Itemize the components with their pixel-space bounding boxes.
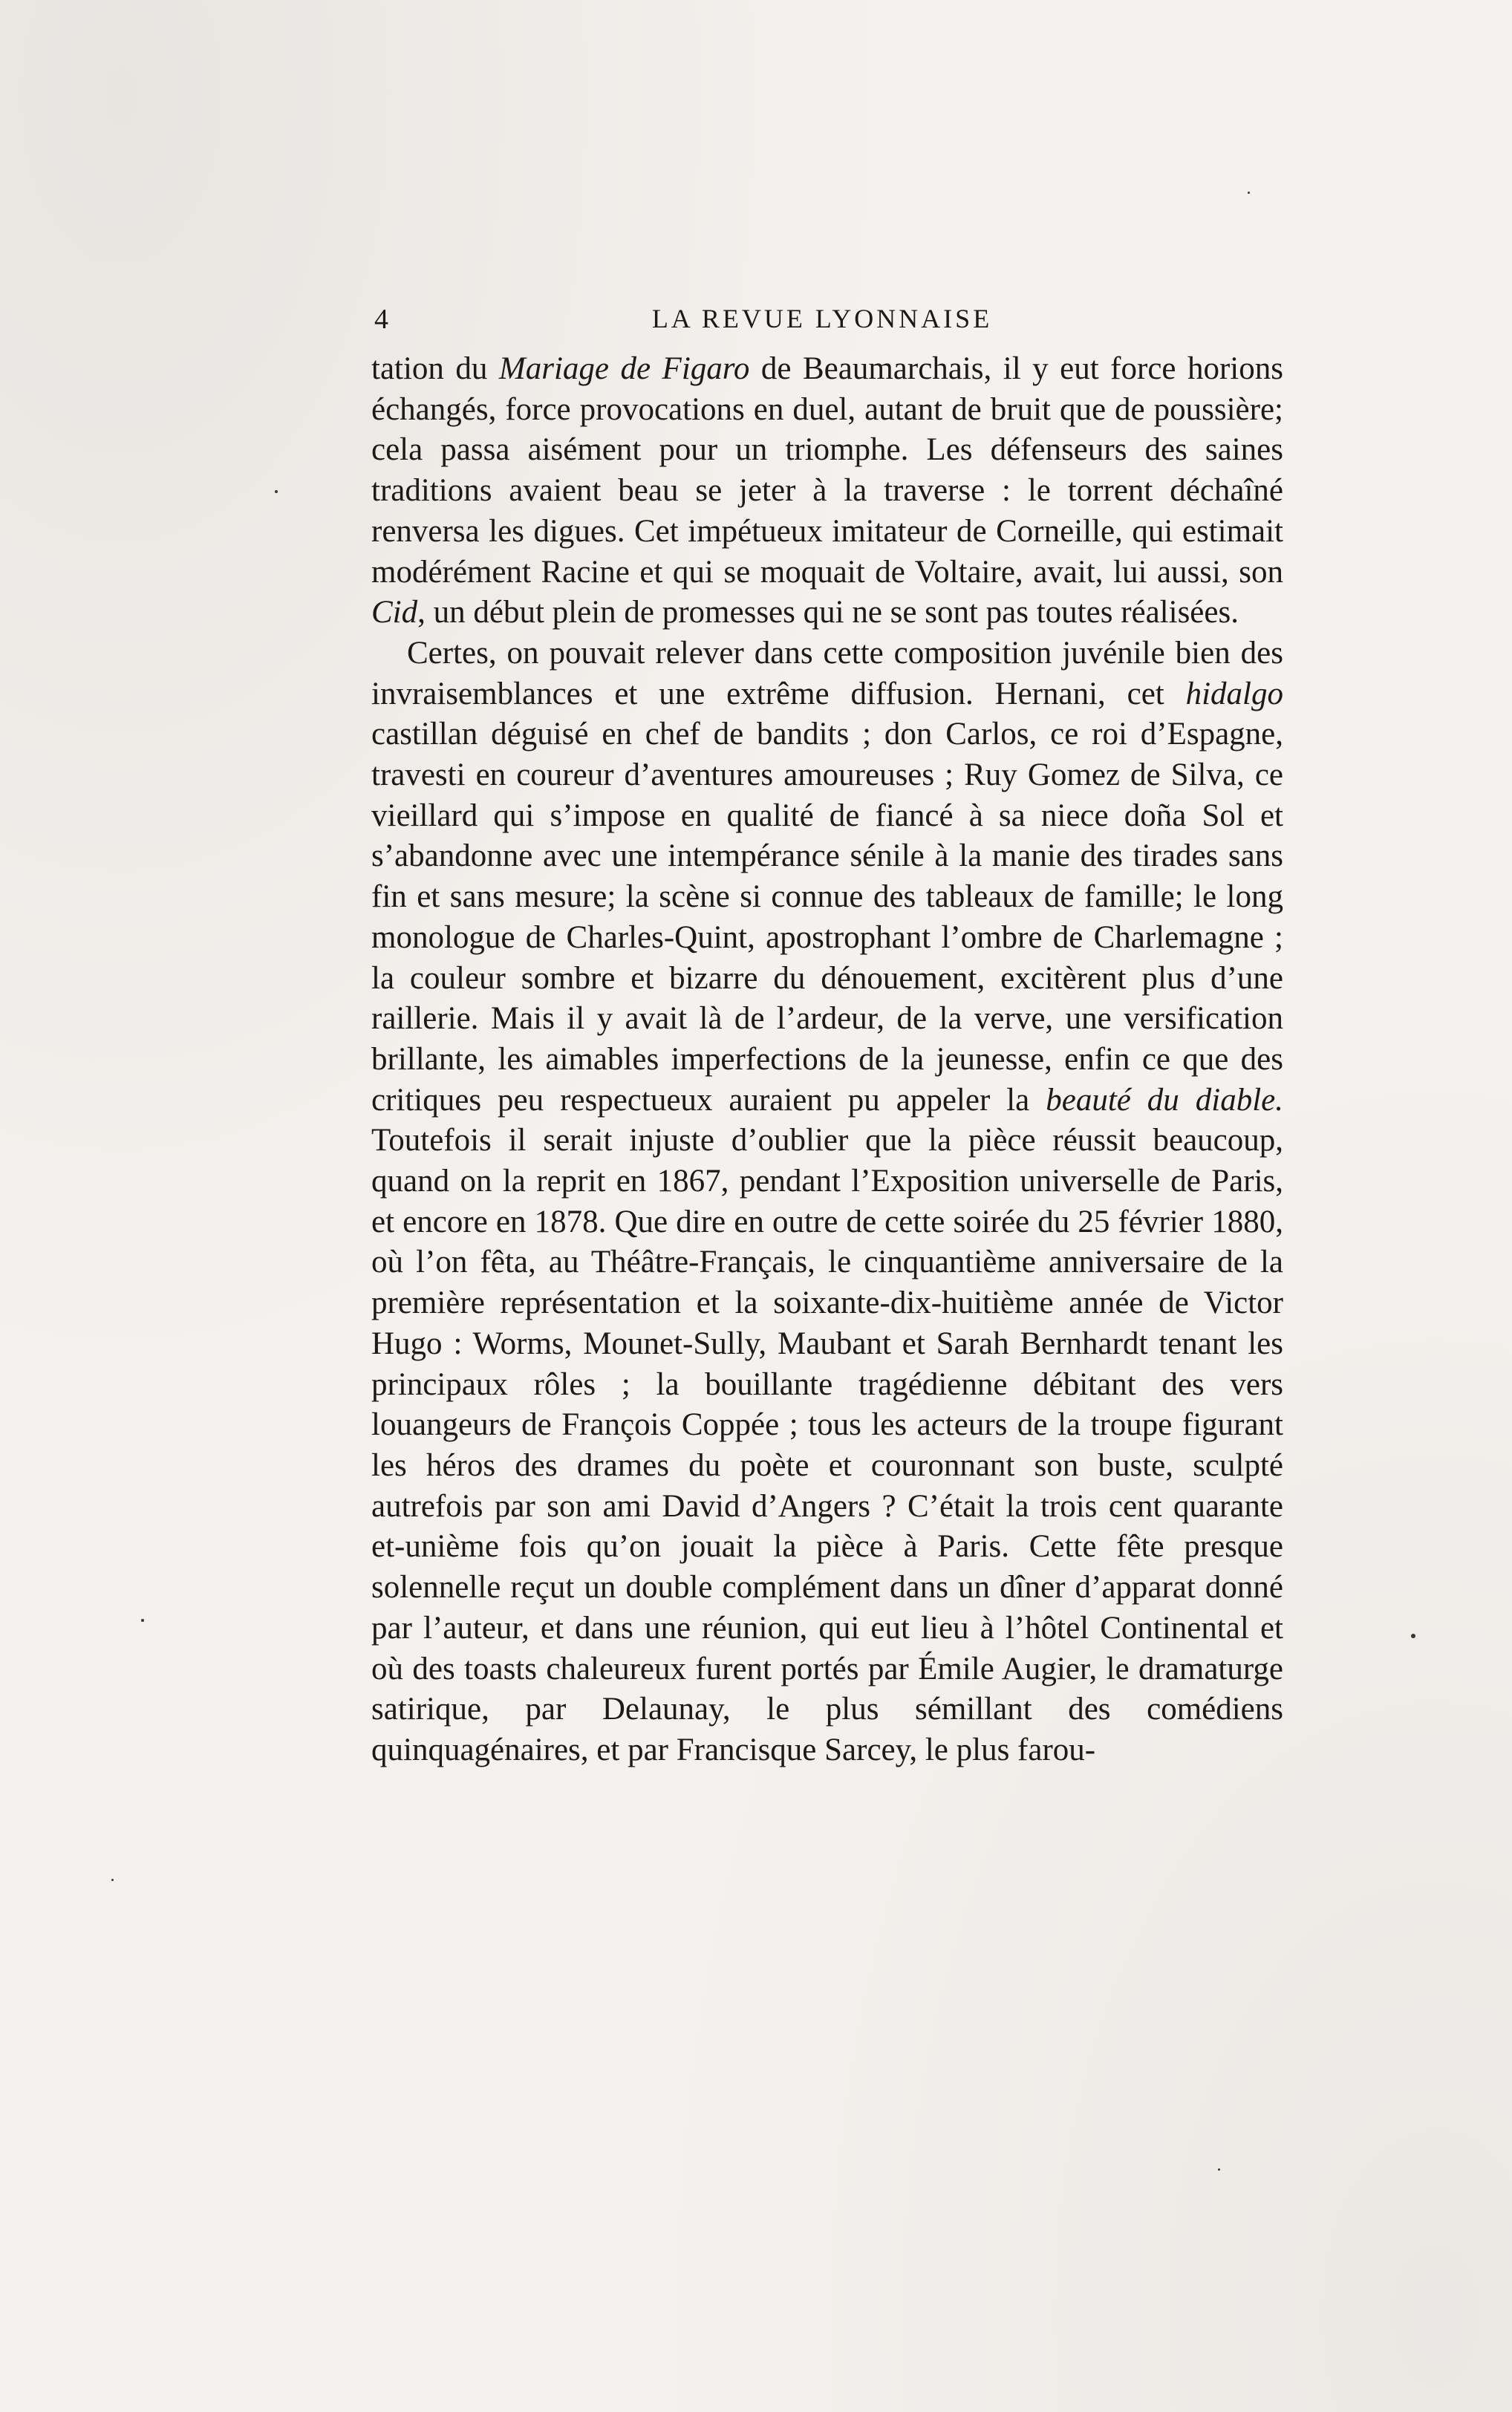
- page-header: [365, 299, 1279, 343]
- paper-speck: [111, 1879, 114, 1881]
- italic-title-mariage-de-figaro: Mariage de Figaro: [498, 351, 750, 386]
- text-run: tation du: [371, 351, 499, 386]
- paragraph-2: [371, 633, 1283, 1771]
- italic-title-cid: Cid: [371, 595, 418, 630]
- body-text: [371, 349, 1283, 1771]
- running-head: LA REVUE LYONNAISE: [651, 304, 993, 333]
- text-run: de Beaumarchais, il y eut force horions échangés, force provocations en duel, autant de bruit que de poussière; cela passa aisément pour un triomphe. Les défenseurs des saines traditions avaient beau se jeter à la traverse : le torrent déchaîné renversa les digues. Cet impétueux imitateur de Corneille, qui estimait modérément Racine et qui se moquait de Voltaire, avait, lui aussi, son: [371, 351, 1283, 590]
- paper-speck: [1218, 2168, 1220, 2171]
- italic-word-hidalgo: hidalgo: [1185, 676, 1283, 711]
- italic-phrase-beaute-du-diable: beauté du diable.: [1046, 1082, 1283, 1118]
- paragraph-1: [371, 349, 1283, 633]
- paper-speck: [275, 490, 278, 493]
- text-run: Certes, on pouvait relever dans cette composition juvénile bien des invraisemblances et une extrême diffusion. Hernani, cet: [371, 635, 1283, 711]
- text-run: Toutefois il serait injuste d’oublier que la pièce réussit beaucoup, quand on la reprit en 1867, pendant l’Exposition universelle de Paris, et encore en 1878. Que dire en outre de cette soirée du 25 février 1880, où l’on fêta, au Théâtre-Français, le cinquantième anniversaire de la première représentation et la soixante-dix-huitième année de Victor Hugo : Worms, Mounet-Sully, Maubant et Sarah Bernhardt tenant les principaux rôles ; la bouillante tragédienne débitant des vers louangeurs de François Coppée ; tous les acteurs de la troupe figurant les héros des drames du poète et couronnant son buste, sculpté autrefois par son ami David d’Angers ? C’était la trois cent quarante et-unième fois qu’on jouait la pièce à Paris. Cette fête presque solennelle reçut un double complément dans un dîner d’apparat donné par l’auteur, et dans une réunion, qui eut lieu à l’hôtel Continental et où des toasts chaleureux furent portés par Émile Augier, le dramaturge satirique, par Delaunay, le plus sémillant des comédiens quinquagénaires, et par Francisque Sarcey, le plus farou-: [371, 1123, 1283, 1767]
- text-run: castillan déguisé en chef de bandits ; don Carlos, ce roi d’Espagne, travesti en coureur d’aventures amoureuses ; Ruy Gomez de Silva, ce vieillard qui s’impose en qualité de fiancé à sa niece doña Sol et s’abandonne avec une intempérance sénile à la manie des tirades sans fin et sans mesure; la scène si connue des tableaux de famille; le long monologue de Charles-Quint, apostrophant l’ombre de Charlemagne ; la couleur sombre et bizarre du dénouement, excitèrent plus d’une raillerie. Mais il y avait là de l’ardeur, de la verve, une versification brillante, les aimables imperfections de la jeunesse, enfin ce que des critiques peu respectueux auraient pu appeler la: [371, 717, 1283, 1118]
- paper-speck: [1248, 192, 1250, 194]
- paper-speck: [1411, 1634, 1415, 1638]
- text-run: , un début plein de promesses qui ne se sont pas toutes réalisées.: [417, 595, 1239, 630]
- paper-speck: [141, 1619, 144, 1622]
- page-number: 4: [374, 304, 389, 335]
